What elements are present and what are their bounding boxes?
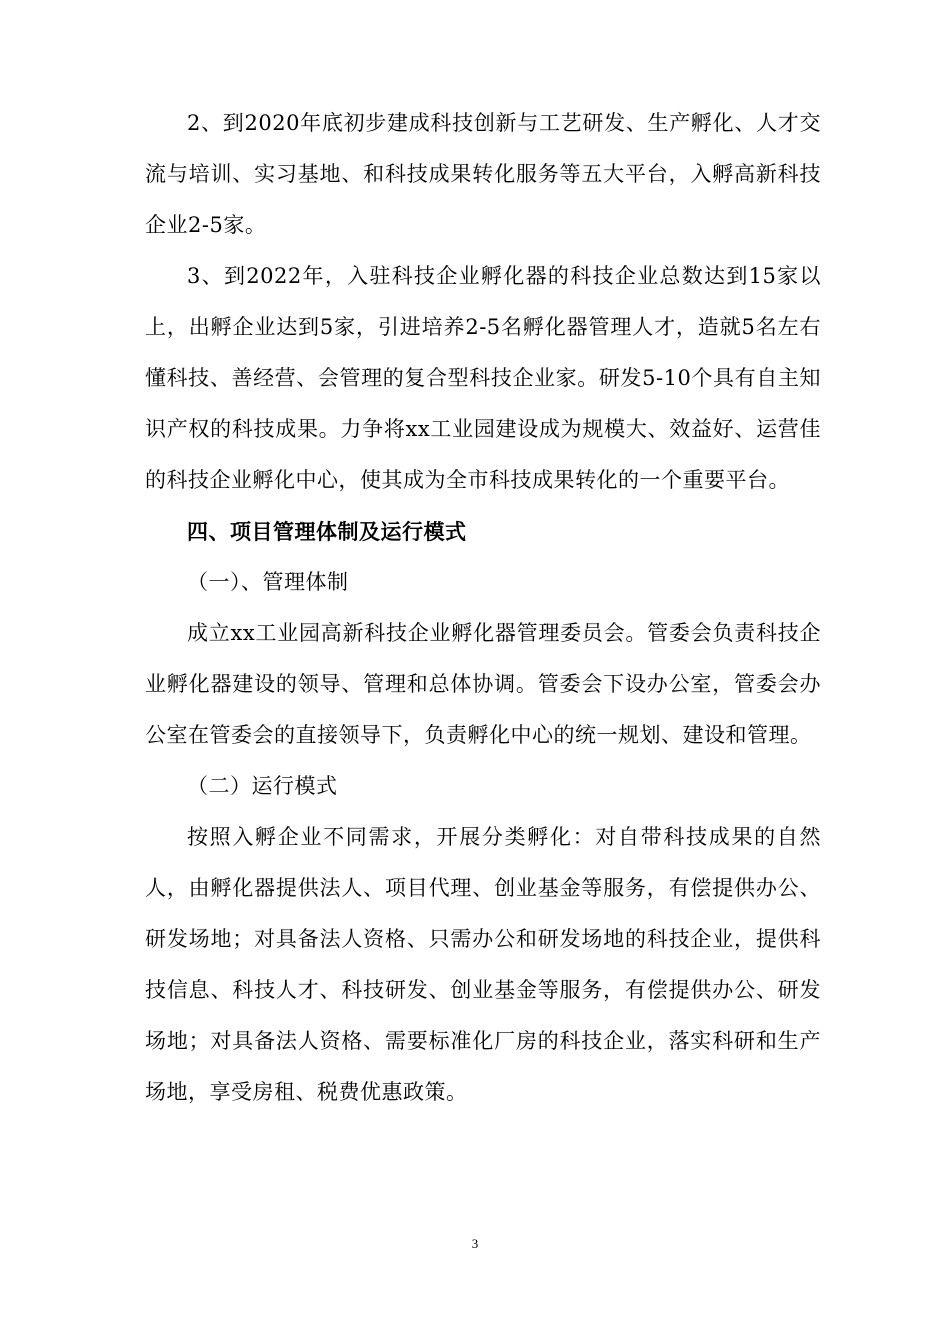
subsection-heading-operation: （二）运行模式: [187, 774, 338, 798]
page-number: 3: [471, 1236, 479, 1251]
subsection-heading-management: （一）、管理体制: [187, 570, 349, 594]
document-body: [145, 98, 821, 1118]
paragraph-operation: 按照入孵企业不同需求，开展分类孵化：对自带科技成果的自然人，由孵化器提供法人、项目代理、创业基金等服务，有偿提供办公、研发场地；对具备法人资格、只需办公和研发场地的科技企业，提供科技信息、科技人才、科技研发、创业基金等服务，有偿提供办公、研发场地；对具备法人资格、需要标准化厂房的科技企业，落实科研和生产场地，享受房租、税费优惠政策。: [145, 825, 821, 1104]
paragraph-goal-2: 2、到2020年底初步建成科技创新与工艺研发、生产孵化、人才交流与培训、实习基地、和科技成果转化服务等五大平台，入孵高新科技企业2-5家。: [145, 111, 821, 237]
paragraph-management: 成立xx工业园高新科技企业孵化器管理委员会。管委会负责科技企业孵化器建设的领导、管理和总体协调。管委会下设办公室，管委会办公室在管委会的直接领导下，负责孵化中心的统一规划、建设和管理。: [145, 621, 821, 747]
paragraph-goal-3: 3、到2022年，入驻科技企业孵化器的科技企业总数达到15家以上，出孵企业达到5家，引进培养2-5名孵化器管理人才，造就5名左右懂科技、善经营、会管理的复合型科技企业家。研发5-10个具有自主知识产权的科技成果。力争将xx工业园建设成为规模大、效益好、运营佳的科技企业孵化中心，使其成为全市科技成果转化的一个重要平台。: [145, 264, 821, 492]
section-heading: 四、项目管理体制及运行模式: [187, 519, 467, 544]
